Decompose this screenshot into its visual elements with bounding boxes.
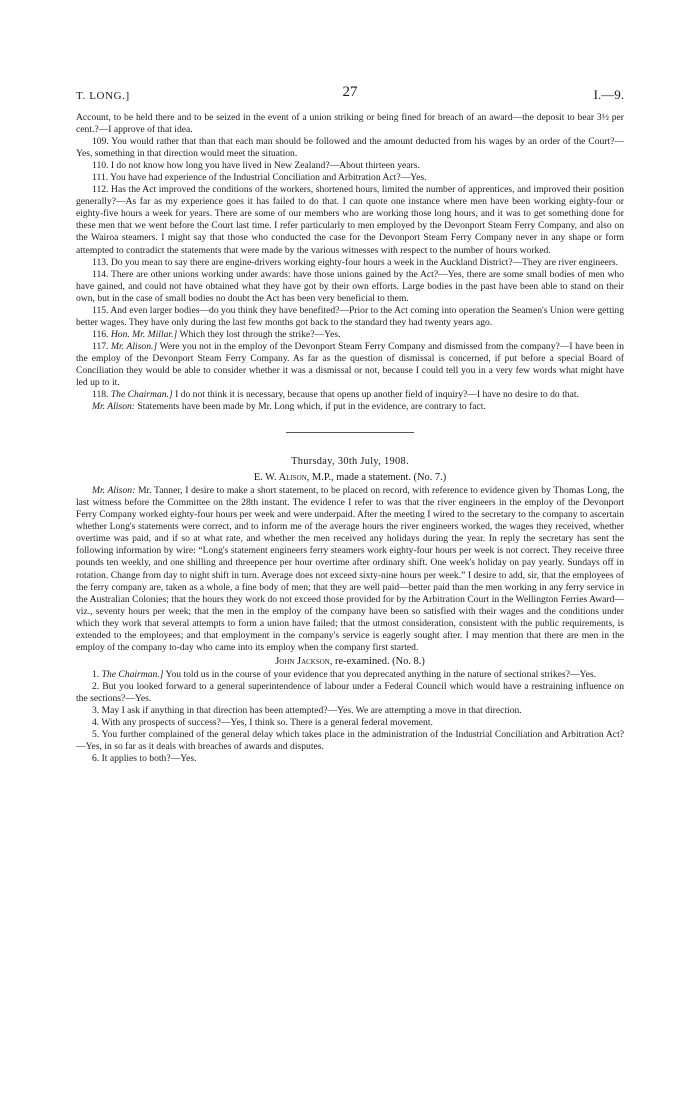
speaker: Hon. Mr. Millar.] [110,328,178,340]
question-text: Which they lost through the strike?—Yes. [177,328,341,340]
witness-name: John Jackson [275,655,330,667]
running-head-left: T. LONG.] [76,90,130,102]
page-header [76,84,624,104]
remark-text: Statements have been made by Mr. Long which, if put in the evidence, are contrary to fact. [135,401,486,413]
paragraph: 2. But you looked forward to a general superintendence of labour under a Federal Council which would have a restraining influence on the sections?—Yes. [76,680,624,704]
question-number: 1. [92,668,100,680]
witness-name: E. W. Alison [253,472,307,484]
paragraph: 110. I do not know how long you have lived in New Zealand?—About thirteen years. [92,160,420,172]
question-text: I do not think it is necessary, because that opens up another field of inquiry?—I have no desire to do that. [172,389,579,401]
long-evidence-section [76,112,624,413]
question-text: You told us in the course of your evidence that you deprecated anything in the nature of sectional strikes?—Yes. [163,668,596,680]
question-number: 118. [92,389,109,401]
paragraph [76,669,624,681]
sitting-date: Thursday, 30th July, 1908. [291,456,409,468]
witness-heading-rest: , M.P., made a statement. (No. 7.) [306,472,447,484]
speaker: The Chairman.] [110,389,173,401]
paragraph [76,389,624,401]
question-text: Were you not in the employ of the Devonport Steam Ferry Company and dismissed from the company?—I have been in the employ of the Devonport Steam Ferry Company. As far as the question of dismissal is concerned, if put before a special Board of Conciliation they would be able to consider whether it was a dismissal or not, because I could tell you in a very few words what might have led up to it. [76,340,624,389]
paragraph: 115. And even larger bodies—do you think they have benefited?—Prior to the Act coming into operation the Seamen's Union were getting better wages. They have only during the last few months got back to the standard they had twenty years ago. [76,304,624,328]
page-number: 27 [342,84,358,100]
witness-heading-rest: , re-examined. (No. 8.) [329,655,425,667]
speaker: Mr. Alison: [92,485,136,497]
running-head-right: I.—9. [593,87,624,102]
paragraph: 112. Has the Act improved the conditions of the workers, shortened hours, limited the number of apprentices, and improved their position generally?—As far as my experience goes it has failed to do that. I can quote one instance where men have been working eighty-four or eighty-five hours a week for years. There are some of our members who are working those long hours, and it was to get something done for these men that we went before the Court last time. I refer particularly to men employed by the Devonport Steam Ferry Company, and also on the Wairoa steamers. I might say that those who conducted the case for the Devonport Steam Ferry Company never in any shape or form attempted to contradict the statements that were made by the various witnesses with respect to the number of hours worked. [76,184,624,256]
paragraph: 111. You have had experience of the Industrial Conciliation and Arbitration Act?—Yes. [92,172,427,184]
paragraph [76,341,624,389]
document-page [76,84,624,765]
witness-heading [76,471,624,484]
paragraph [76,401,624,413]
question-number: 116. [92,328,109,340]
paragraph: 113. Do you mean to say there are engine-drivers working eighty-four hours a week in the Auckland District?—They are river engineers. [92,256,619,268]
paragraph [76,329,624,341]
jackson-evidence-section [76,669,624,765]
paragraph: 3. May I ask if anything in that direction has been attempted?—Yes. We are attempting a move in that direction. [92,704,522,716]
statement-paragraph [76,485,624,654]
speaker: Mr. Alison: [92,401,135,413]
question-number: 117. [92,340,109,352]
paragraph: 4. With any prospects of success?—Yes, I think so. There is a general federal movement. [92,717,433,729]
speaker: Mr. Alison.] [111,340,158,352]
paragraph: 5. You further complained of the general delay which takes place in the administration of the Industrial Conciliation and Arbitration Act?—Yes, in so far as it deals with breaches of awards and disputes. [76,729,624,753]
paragraph: 109. You would rather that than that each man should be followed and the amount deducted from his wages by an order of the Court?—Yes, something in that direction would meet the situation. [76,136,624,160]
paragraph: Account, to be held there and to be seized in the event of a union striking or being fined for breach of an award—the deposit to bear 3½ per cent.?—I approve of that idea. [76,112,624,136]
speaker: The Chairman.] [101,668,164,680]
witness-heading [76,655,624,668]
paragraph: 6. It applies to both?—Yes. [92,753,197,765]
paragraph: 114. There are other unions working under awards: have those unions gained by the Act?—Yes, there are some small bodies of men who have gained, and could not have obtained what they have got by their own efforts. Large bodies in the past have been able to stand on their own, but in the case of small bodies no doubt the Act has been very beneficial to them. [76,268,624,304]
section-divider [286,432,414,433]
statement-text: Mr. Tanner, I desire to make a short statement, to be placed on record, with reference to evidence given by Thomas Long, the last witness before the Committee on the 28th instant. The evidence I refer to was that the river engineers in the employ of the Devonport Ferry Company worked eighty-four hours per week and were underpaid. After the meeting I wired to the secretary to the company to ascertain whether Long's statements were correct, and to inform me of the average hours the river engineers worked, the wages they received, whether overtime was paid, and if so at what rate, and whether the men received any holidays during the year. In reply the secretary has sent the following information by wire: “Long's statement engineers ferry steamers work eighty-four hours per week is not correct. They receive three pounds ten weekly, and one shilling and threepence per hour overtime after ordinary shift. One week's holiday on pay yearly. Sundays off in rotation. Change from day to night shift in turn. Average does not exceed sixty-nine hours per week.” I desire to add, sir, that the employees of the ferry company are, taken as a whole, a fine body of men; that they are well paid—better paid than the men working in any ferry service in the Australian Colonies; that the hours they work do not exceed those provided for by the Arbitration Court in the Wellington Ferries Award—viz., seventy hours per week; that the men in the employ of the company have been so satisfied with their wages and the conditions under which they work that several attempts to form a union have failed; that the utmost consideration, consistent with the public requirements, is extended to the employees; and that employment in the company's service is eagerly sought after. I may mention that there are men in the employ of the company to-day who came into its employ when the company first started. [76,485,624,653]
